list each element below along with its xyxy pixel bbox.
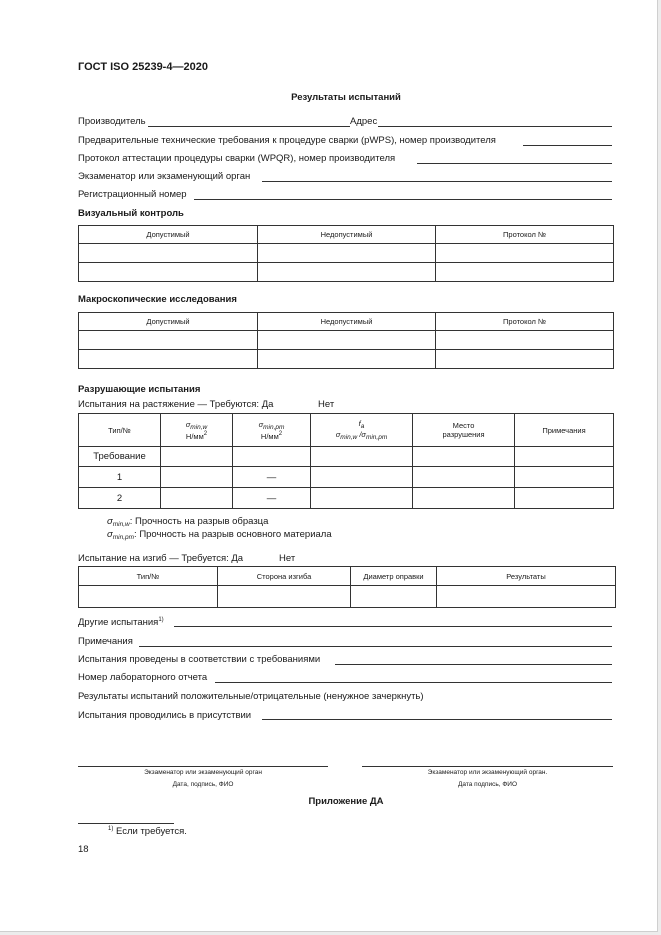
page-number: 18 xyxy=(78,844,89,855)
table-cell[interactable] xyxy=(436,263,614,282)
sigma-symbol: σ xyxy=(107,516,113,527)
table-cell[interactable] xyxy=(79,350,258,369)
table-cell[interactable] xyxy=(436,244,614,263)
row-label: 1 xyxy=(79,467,161,488)
tensile-col-notes: Примечания xyxy=(515,414,614,447)
visual-col-unacceptable: Недопустимый xyxy=(258,226,436,244)
page-title: Результаты испытаний xyxy=(291,92,401,103)
macro-table xyxy=(78,312,614,369)
macro-heading: Макроскопические исследования xyxy=(78,294,237,305)
left-signature-caption-2: Дата, подпись, ФИО xyxy=(172,781,234,788)
ratio-separator: /σ xyxy=(357,430,366,439)
table-cell[interactable] xyxy=(437,586,616,608)
sigma-subscript: min,w xyxy=(190,423,208,431)
bend-col-type: Тип/№ xyxy=(79,567,218,586)
examiner-field[interactable] xyxy=(262,181,612,182)
sigma-subscript: min,w xyxy=(112,521,130,528)
table-cell[interactable] xyxy=(79,263,258,282)
location-line-2: разрушения xyxy=(442,430,485,439)
visual-col-acceptable: Допустимый xyxy=(79,226,258,244)
macro-col-acceptable: Допустимый xyxy=(79,313,258,331)
legend-sigma-w xyxy=(107,516,268,528)
table-cell[interactable] xyxy=(515,467,614,488)
row-label: 2 xyxy=(79,488,161,509)
unit-label: Н/мм xyxy=(260,431,279,441)
table-cell[interactable] xyxy=(79,586,218,608)
bend-required-label: Испытание на изгиб — Требуется: Да xyxy=(78,553,244,564)
table-cell[interactable] xyxy=(436,331,614,350)
left-signature-caption xyxy=(78,767,328,791)
lab-report-label: Номер лабораторного отчета xyxy=(78,672,208,683)
legend-text: : Прочность на разрыв образца xyxy=(129,516,269,527)
ratio-numerator-sub: min,w xyxy=(340,434,358,441)
lab-report-field[interactable] xyxy=(215,682,612,683)
appendix-title: Приложение ДА xyxy=(308,796,384,807)
tensile-table xyxy=(78,413,614,509)
standard-designation: ГОСТ ISO 25239-4—2020 xyxy=(78,61,208,73)
table-row xyxy=(79,488,614,509)
wpqr-field[interactable] xyxy=(417,163,612,164)
table-row xyxy=(79,447,614,467)
table-cell[interactable] xyxy=(413,488,515,509)
table-cell[interactable] xyxy=(413,467,515,488)
notes-field[interactable] xyxy=(139,646,612,647)
table-cell[interactable] xyxy=(311,488,413,509)
pwps-field[interactable] xyxy=(523,145,612,146)
notes-label: Примечания xyxy=(78,636,133,647)
registration-label: Регистрационный номер xyxy=(78,189,187,200)
sigma-symbol: σ xyxy=(185,419,191,429)
footnote-marker: 1) xyxy=(108,826,114,832)
conducted-label: Испытания проведены в соответствии с требованиями xyxy=(78,654,321,665)
bend-col-diameter: Диаметр оправки xyxy=(351,567,437,586)
conducted-field[interactable] xyxy=(335,664,612,665)
table-row xyxy=(79,467,614,488)
legend-sigma-pm xyxy=(107,529,332,541)
bend-col-results: Результаты xyxy=(437,567,616,586)
sigma-symbol: σ xyxy=(258,419,264,429)
table-cell[interactable] xyxy=(311,467,413,488)
right-signature-caption xyxy=(362,767,613,791)
tensile-col-sigma-pm xyxy=(233,414,311,447)
table-cell[interactable] xyxy=(515,488,614,509)
table-cell[interactable] xyxy=(413,447,515,467)
table-cell: — xyxy=(233,467,311,488)
results-label: Результаты испытаний положительные/отрицательные (ненужное зачеркнуть) xyxy=(78,691,424,702)
tensile-col-type: Тип/№ xyxy=(79,414,161,447)
manufacturer-field[interactable] xyxy=(148,126,350,127)
macro-col-protocol: Протокол № xyxy=(436,313,614,331)
visual-heading: Визуальный контроль xyxy=(78,208,184,219)
footnote-divider xyxy=(78,823,174,824)
table-cell[interactable] xyxy=(436,350,614,369)
ratio-numerator: σ xyxy=(335,430,341,439)
registration-field[interactable] xyxy=(194,199,612,200)
tensile-col-location xyxy=(413,414,515,447)
footnote-text: Если требуется. xyxy=(115,826,187,837)
legend-text: : Прочность на разрыв основного материала xyxy=(134,529,332,540)
bend-col-side: Сторона изгиба xyxy=(218,567,351,586)
footnote-ref: 1) xyxy=(158,617,164,623)
table-cell[interactable] xyxy=(311,447,413,467)
table-cell[interactable] xyxy=(218,586,351,608)
ratio-denominator-sub: min,pm xyxy=(365,434,388,441)
right-signature-caption-2: Дата подпись, ФИО xyxy=(457,781,518,788)
fa-subscript: a xyxy=(360,423,365,430)
bend-no-label: Нет xyxy=(279,553,296,564)
right-signature-caption-1: Экзаменатор или экзаменующий орган. xyxy=(427,769,548,776)
sigma-subscript: min,pm xyxy=(263,423,285,431)
macro-col-unacceptable: Недопустимый xyxy=(258,313,436,331)
tensile-col-fa xyxy=(311,414,413,447)
table-cell[interactable] xyxy=(258,331,436,350)
presence-label: Испытания проводились в присутствии xyxy=(78,710,252,721)
visual-col-protocol: Протокол № xyxy=(436,226,614,244)
row-label: Требование xyxy=(79,447,161,467)
unit-label: Н/мм xyxy=(185,431,204,441)
table-cell: — xyxy=(233,488,311,509)
destructive-heading: Разрушающие испытания xyxy=(78,384,201,395)
other-tests-text: Другие испытания xyxy=(78,617,159,628)
other-tests-label xyxy=(78,617,164,628)
table-cell[interactable] xyxy=(258,350,436,369)
pwps-label: Предварительные технические требования к процедуре сварки (pWPS), номер производителя xyxy=(78,135,496,146)
wpqr-label: Протокол аттестации процедуры сварки (WPQR), номер производителя xyxy=(78,153,396,164)
bend-table xyxy=(78,566,616,608)
unit-exponent: 2 xyxy=(278,430,283,437)
table-cell[interactable] xyxy=(233,447,311,467)
table-cell[interactable] xyxy=(79,244,258,263)
table-cell[interactable] xyxy=(161,447,233,467)
location-line-1: Место xyxy=(452,421,475,430)
table-cell[interactable] xyxy=(161,488,233,509)
table-cell[interactable] xyxy=(161,467,233,488)
address-label: Адрес xyxy=(350,116,378,127)
sigma-symbol: σ xyxy=(107,529,113,540)
footnote xyxy=(108,826,187,837)
tensile-no-label: Нет xyxy=(318,399,335,410)
manufacturer-label: Производитель xyxy=(78,116,146,127)
left-signature-caption-1: Экзаменатор или экзаменующий орган xyxy=(144,769,262,776)
sigma-subscript: min,pm xyxy=(112,534,135,541)
table-cell[interactable] xyxy=(79,331,258,350)
unit-exponent: 2 xyxy=(203,430,208,437)
address-field[interactable] xyxy=(378,126,612,127)
visual-table xyxy=(78,225,614,282)
table-cell[interactable] xyxy=(258,263,436,282)
fa-symbol: f xyxy=(358,419,361,428)
presence-field[interactable] xyxy=(262,719,612,720)
tensile-required-label: Испытания на растяжение — Требуются: Да xyxy=(78,399,274,410)
table-cell[interactable] xyxy=(515,447,614,467)
table-cell[interactable] xyxy=(258,244,436,263)
examiner-label: Экзаменатор или экзаменующий орган xyxy=(78,171,251,182)
table-cell[interactable] xyxy=(351,586,437,608)
tensile-col-sigma-w xyxy=(161,414,233,447)
other-tests-field[interactable] xyxy=(174,626,612,627)
